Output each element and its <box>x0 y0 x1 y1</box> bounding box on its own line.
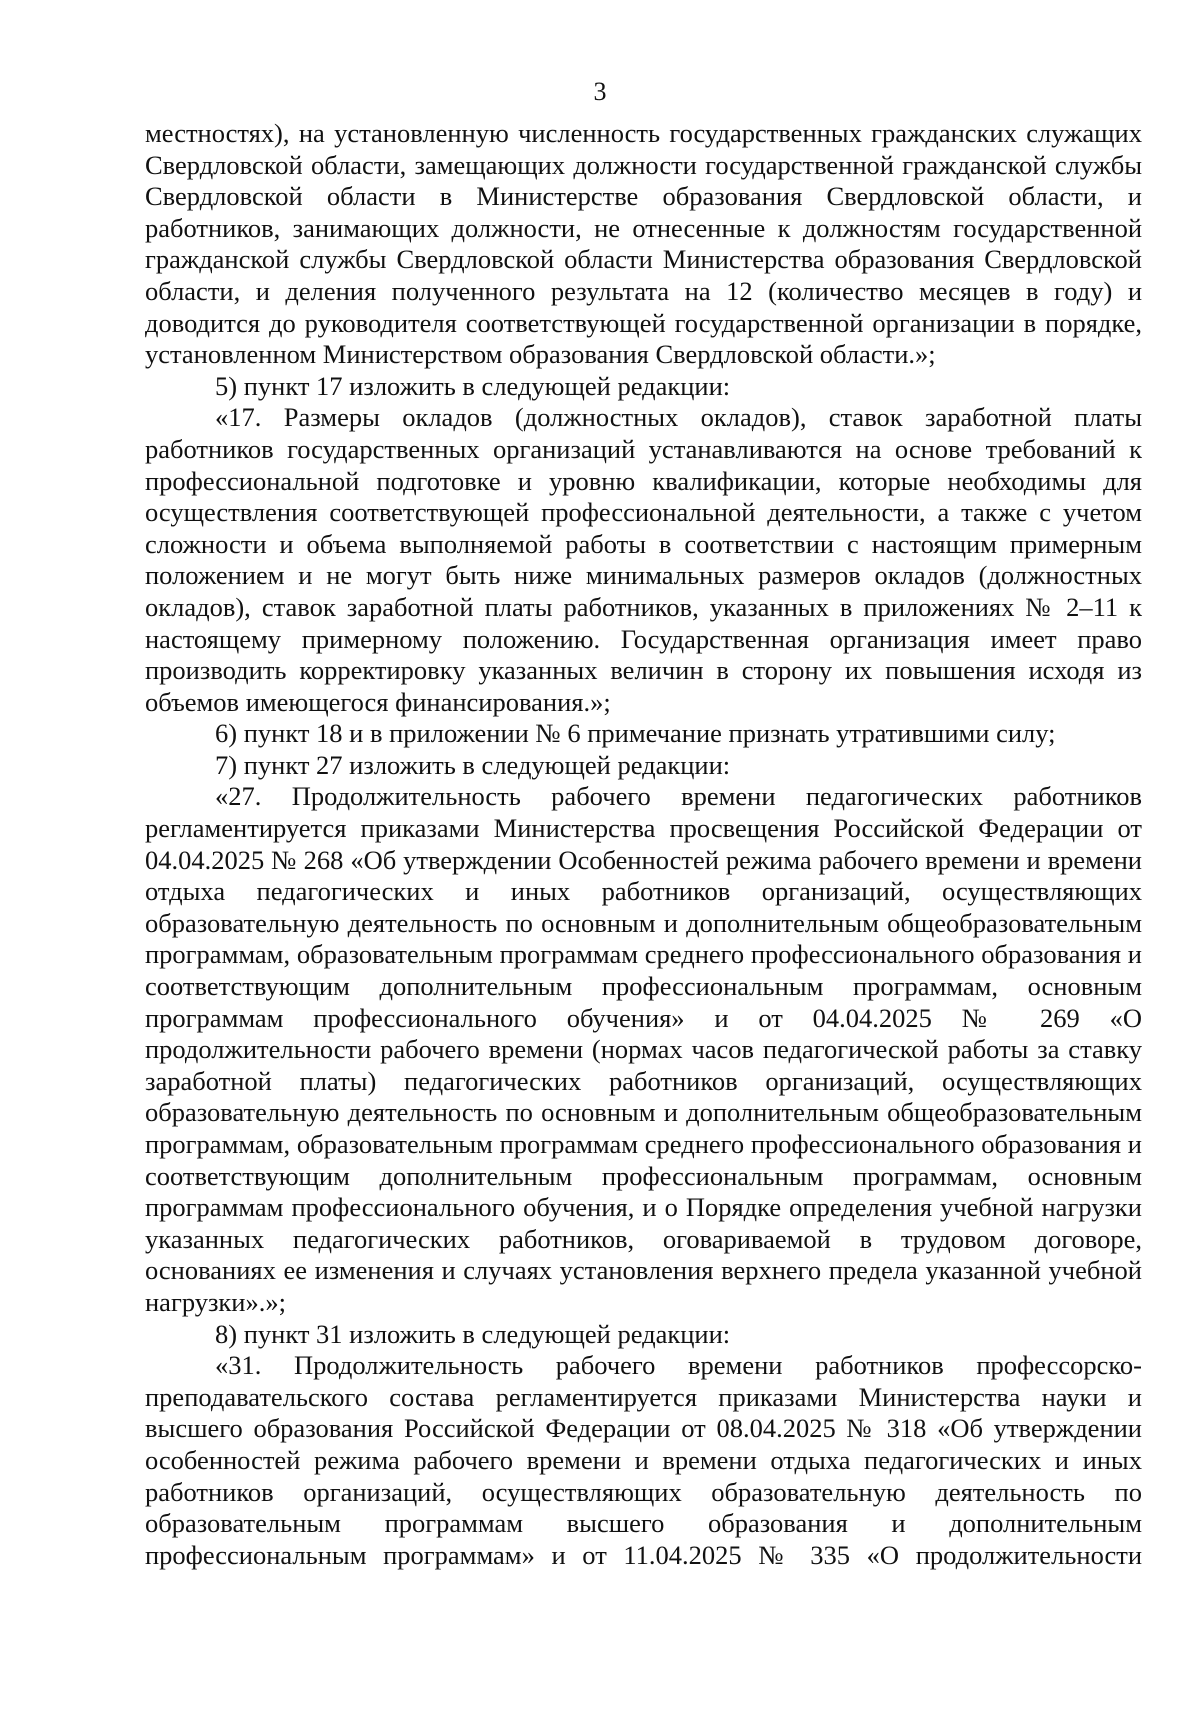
paragraph-clause-31: «31. Продолжительность рабочего времени работников профессорско-преподавательского состава регламентируется приказами Министерства науки и высшего образования Российской Федерации от 08.04.2025 № 318 «Об утверждении особенностей режима рабочего времени и времени отдыха педагогических и иных работников организаций, осуществляющих образовательную деятельность по образовательным программам высшего образования и дополнительным профессиональным программам» и от 11.04.2025 № 335 «О продолжительности <box>145 1350 1142 1570</box>
paragraph-item-6: 6) пункт 18 и в приложении № 6 примечание признать утратившими силу; <box>215 718 1056 749</box>
paragraph-item-8: 8) пункт 31 изложить в следующей редакции: <box>215 1318 731 1349</box>
paragraph-item-7: 7) пункт 27 изложить в следующей редакции: <box>215 749 731 780</box>
paragraph-clause-27: «27. Продолжительность рабочего времени педагогических работников регламентируется приказами Министерства просвещения Российской Федерации от 04.04.2025 № 268 «Об утверждении Особенностей режима рабочего времени и времени отдыха педагогических и иных работников организаций, осуществляющих образовательную деятельность по основным и дополнительным общеобразовательным программам, образовательным программам среднего профессионального образования и соответствующим дополнительным профессиональным программам, основным программам профессионального обучения» и от 04.04.2025 № 269 «О продолжительности рабочего времени (нормах часов педагогической работы за ставку заработной платы) педагогических работников организаций, осуществляющих образовательную деятельность по основным и дополнительным общеобразовательным программам, образовательным программам среднего профессионального образования и соответствующим дополнительным профессиональным программам, основным программам профессионального обучения, и о Порядке определения учебной нагрузки указанных педагогических работников, оговариваемой в трудовом договоре, основаниях ее изменения и случаях установления верхнего предела указанной учебной нагрузки».»; <box>145 781 1142 1317</box>
paragraph-continuation: местностях), на установленную численность государственных гражданских служащих Свердловской области, замещающих должности государственной гражданской службы Свердловской области в Министерстве образования Свердловской области, и работников, занимающих должности, не отнесенные к должностям государственной гражданской службы Свердловской области Министерства образования Свердловской области, и деления полученного результата на 12 (количество месяцев в году) и доводится до руководителя соответствующей государственной организации в порядке, установленном Министерством образования Свердловской области.»; <box>145 118 1142 370</box>
page-number: 3 <box>593 77 607 106</box>
paragraph-clause-17: «17. Размеры окладов (должностных окладов), ставок заработной платы работников государственных организаций устанавливаются на основе требований к профессиональной подготовке и уровню квалификации, которые необходимы для осуществления соответствующей профессиональной деятельности, а также с учетом сложности и объема выполняемой работы в соответствии с настоящим примерным положением и не могут быть ниже минимальных размеров окладов (должностных окладов), ставок заработной платы работников, указанных в приложениях № 2–11 к настоящему примерному положению. Государственная организация имеет право производить корректировку указанных величин в сторону их повышения исходя из объемов имеющегося финансирования.»; <box>145 402 1142 717</box>
paragraph-item-5: 5) пункт 17 изложить в следующей редакции: <box>215 370 731 401</box>
document-body <box>145 118 1142 1571</box>
